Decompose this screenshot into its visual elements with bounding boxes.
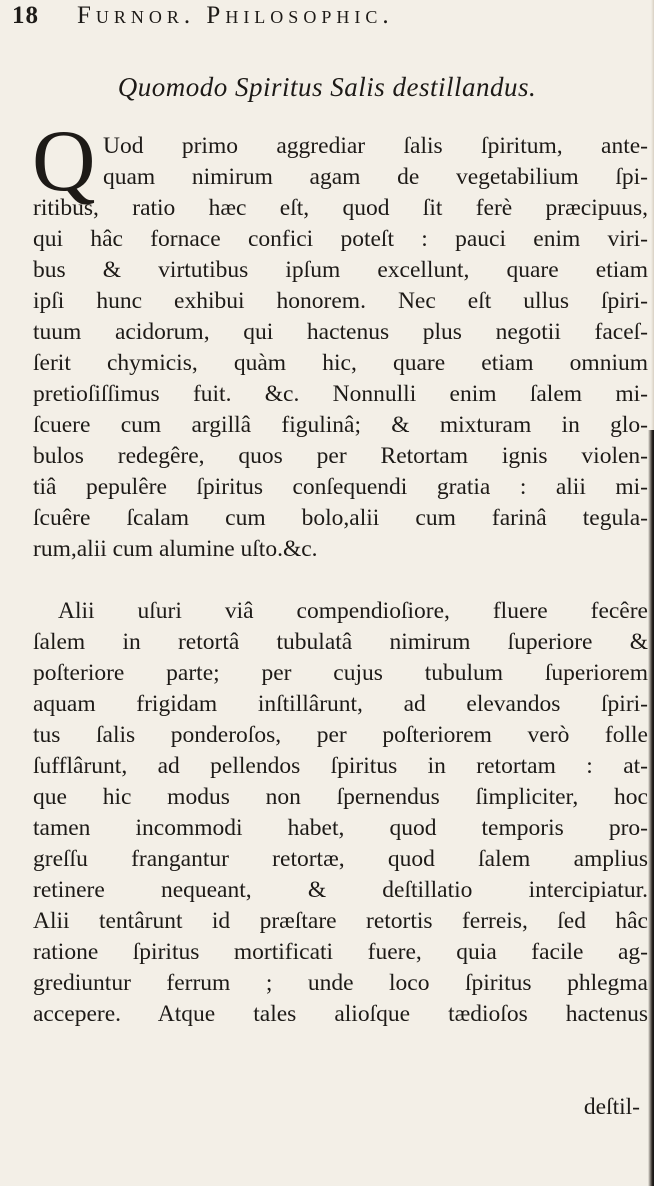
text-line: ſcuêre ſcalam cum bolo,alii cum farinâ tegula- xyxy=(33,505,648,531)
paragraph-2 xyxy=(33,596,648,1030)
section-title: Quomodo Spiritus Salis destillandus. xyxy=(117,72,537,102)
text-line: bulos redegêre, quos per Retortam ignis violen- xyxy=(33,443,648,469)
text-line: poſteriore parte; per cujus tubulum ſuperiorem xyxy=(33,660,648,686)
text-line: tuum acidorum, qui hactenus plus negotii faceſ- xyxy=(33,319,648,345)
text-line: greſſu frangantur retortæ, quod ſalem amplius xyxy=(33,846,648,872)
text-line: ritibus, ratio hæc eſt, quod ſit ferè præcipuus, xyxy=(33,195,648,221)
text-line: Alii uſuri viâ compendioſiore, fluere fecêre xyxy=(58,598,648,624)
running-head: Furnor. Philosophic. xyxy=(77,2,394,29)
paragraph-1 xyxy=(33,131,648,565)
text-line: ſcuere cum argillâ figulinâ; & mixturam in glo- xyxy=(33,412,648,438)
text-line: tamen incommodi habet, quod temporis pro- xyxy=(33,815,648,841)
text-line: pretioſiſſimus fuit. &c. Nonnulli enim ſalem mi- xyxy=(33,381,648,407)
page-number: 18 xyxy=(12,2,39,29)
text-line: bus & virtutibus ipſum excellunt, quare etiam xyxy=(33,257,648,283)
text-line: que hic modus non ſpernendus ſimpliciter, hoc xyxy=(33,784,648,810)
text-line: quam nimirum agam de vegetabilium ſpi- xyxy=(103,164,648,190)
text-line: retinere nequeant, & deſtillatio intercipiatur. xyxy=(33,877,648,903)
text-line: grediuntur ferrum ; unde loco ſpiritus phlegma xyxy=(33,970,648,996)
text-line: aquam frigidam inſtillârunt, ad elevandos ſpiri- xyxy=(33,691,648,717)
text-line: accepere. Atque tales alioſque tædioſos hactenus xyxy=(33,1001,648,1027)
text-line: ipſi hunc exhibui honorem. Nec eſt ullus ſpiri- xyxy=(33,288,648,314)
text-line: ſufflârunt, ad pellendos ſpiritus in retortam : at- xyxy=(33,753,648,779)
text-line: ſerit chymicis, quàm hic, quare etiam omnium xyxy=(33,350,648,376)
text-line: ſalem in retortâ tubulatâ nimirum ſuperiore & xyxy=(33,629,648,655)
drop-cap: Q xyxy=(32,113,96,210)
text-line: tus ſalis ponderoſos, per poſteriorem verò folle xyxy=(33,722,648,748)
catchword: deſtil- xyxy=(583,1094,640,1120)
text-line: Alii tentârunt id præſtare retortis ferreis, ſed hâc xyxy=(33,908,648,934)
page-edge-shadow xyxy=(648,430,654,1186)
text-line: Uod primo aggrediar ſalis ſpiritum, ante- xyxy=(103,133,648,159)
text-line: ratione ſpiritus mortificati fuere, quia facile ag- xyxy=(33,939,648,965)
text-line: qui hâc fornace confici poteſt : pauci enim viri- xyxy=(33,226,648,252)
text-line: rum,alii cum alumine uſto.&c. xyxy=(33,536,318,562)
text-line: tiâ pepulêre ſpiritus conſequendi gratia : alii mi- xyxy=(33,474,648,500)
page-header xyxy=(12,0,632,40)
